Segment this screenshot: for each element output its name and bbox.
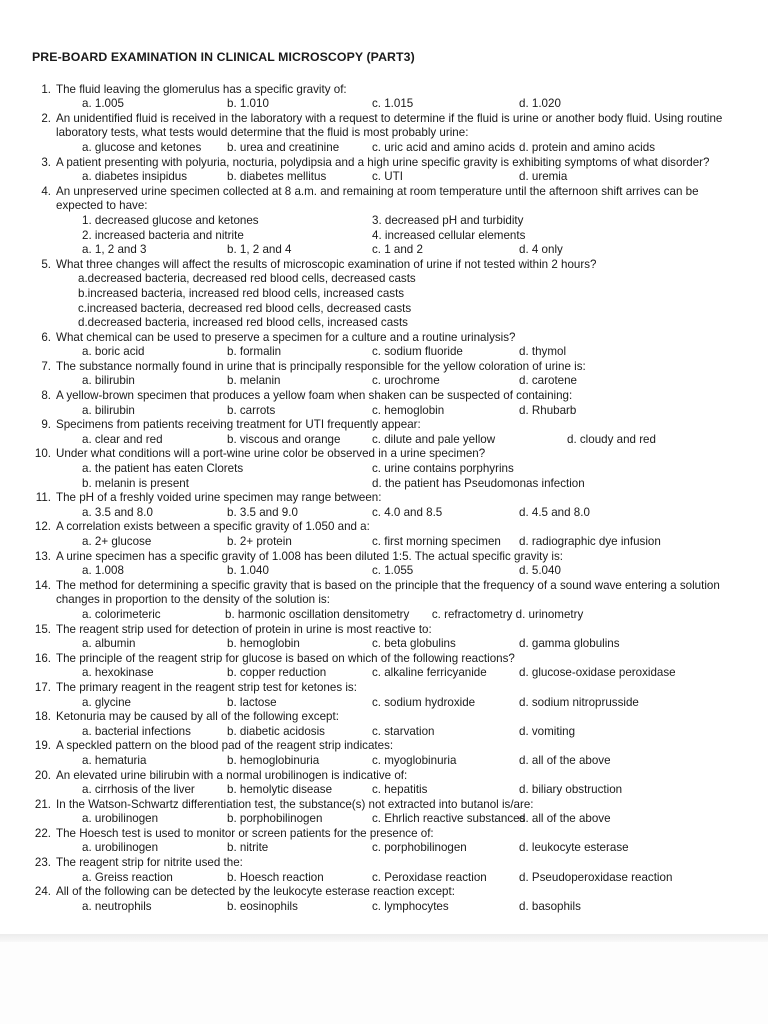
answer-option: d. cloudy and red xyxy=(567,432,656,446)
question-number: 3. xyxy=(41,155,51,169)
answer-option: a. the patient has eaten Clorets xyxy=(82,462,244,476)
answer-row xyxy=(56,170,742,185)
answer-option: c.increased bacteria, decreased red blood cells, decreased casts xyxy=(78,301,412,315)
question-number: 24. xyxy=(34,885,51,899)
answer-option: c. alkaline ferricyanide xyxy=(372,666,487,680)
answer-option: b. hemolytic disease xyxy=(227,783,333,797)
answer-option: c. starvation xyxy=(372,724,435,738)
question-item xyxy=(30,83,742,112)
answer-row xyxy=(56,345,742,360)
question-number: 22. xyxy=(34,826,51,840)
answer-option: b. 3.5 and 9.0 xyxy=(227,505,298,519)
question-text: A correlation exists between a specific gravity of 1.050 and a: xyxy=(56,520,370,534)
answer-option: d. Rhubarb xyxy=(519,403,577,417)
answer-option: d. vomiting xyxy=(519,724,576,738)
answer-option: 4. increased cellular elements xyxy=(372,228,526,242)
answer-row xyxy=(56,666,742,681)
answer-row xyxy=(56,272,742,287)
answer-row xyxy=(56,535,742,550)
answer-row xyxy=(56,404,742,419)
answer-option: c. dilute and pale yellow xyxy=(372,432,496,446)
answer-option: d. 4.5 and 8.0 xyxy=(519,505,590,519)
answer-option: b. melanin is present xyxy=(82,476,189,490)
answer-option: c. hemoglobin xyxy=(372,403,445,417)
question-number: 19. xyxy=(34,739,51,753)
answer-row xyxy=(56,374,742,389)
answer-options-line: a. colorimeteric b. harmonic oscillation densitometry c. refractometry d. urinometry xyxy=(82,607,584,621)
question-item xyxy=(30,447,742,491)
question-item xyxy=(30,258,742,331)
question-number: 11. xyxy=(35,491,51,505)
answer-option: b. eosinophils xyxy=(227,899,298,913)
question-item xyxy=(30,652,742,681)
answer-option: a. 1.005 xyxy=(82,97,124,111)
question-text: Under what conditions will a port-wine urine color be observed in a urine specimen? xyxy=(56,447,486,461)
question-number: 21. xyxy=(34,797,51,811)
answer-option: d. protein and amino acids xyxy=(519,140,655,154)
answer-row xyxy=(56,243,742,258)
answer-row xyxy=(56,229,742,244)
answer-option: a. cirrhosis of the liver xyxy=(82,783,195,797)
question-number: 5. xyxy=(41,257,51,271)
answer-option: 2. increased bacteria and nitrite xyxy=(82,228,244,242)
question-text: Ketonuria may be caused by all of the following except: xyxy=(56,710,339,724)
answer-option: b. urea and creatinine xyxy=(227,140,340,154)
answer-option: a. albumin xyxy=(82,637,136,651)
answer-option: 3. decreased pH and turbidity xyxy=(372,213,524,227)
answer-option: a. urobilinogen xyxy=(82,841,159,855)
answer-option: a. urobilinogen xyxy=(82,812,159,826)
question-text: The Hoesch test is used to monitor or screen patients for the presence of: xyxy=(56,826,434,840)
question-text: What chemical can be used to preserve a specimen for a culture and a routine urinalysis? xyxy=(56,330,516,344)
answer-option: d. Pseudoperoxidase reaction xyxy=(519,870,673,884)
answer-row xyxy=(56,900,742,915)
answer-option: c. uric acid and amino acids xyxy=(372,140,516,154)
answer-row xyxy=(56,871,742,886)
answer-option: d. uremia xyxy=(519,170,568,184)
answer-option: d.decreased bacteria, increased red blood cells, increased casts xyxy=(78,316,408,330)
answer-row xyxy=(56,754,742,769)
question-item xyxy=(30,550,742,579)
answer-option: a. 1.008 xyxy=(82,564,124,578)
answer-option: c. Peroxidase reaction xyxy=(372,870,487,884)
answer-option: b. viscous and orange xyxy=(227,432,341,446)
answer-option: d. 5.040 xyxy=(519,564,561,578)
answer-option: b. carrots xyxy=(227,403,276,417)
answer-option: c. 1 and 2 xyxy=(372,243,423,257)
exam-title: PRE-BOARD EXAMINATION IN CLINICAL MICROSCOPY (PART3) xyxy=(32,50,415,64)
question-number: 2. xyxy=(41,111,51,125)
answer-row xyxy=(56,812,742,827)
question-item xyxy=(30,710,742,739)
answer-option: b. lactose xyxy=(227,695,277,709)
answer-option: a. bilirubin xyxy=(82,403,135,417)
answer-option: b. porphobilinogen xyxy=(227,812,323,826)
question-text: An unidentified fluid is received in the laboratory with a request to determine if the fluid is urine or another body fluid. Using routine laboratory tests, what tests would determine that the fluid is most probably urine: xyxy=(56,111,723,140)
answer-option: a.decreased bacteria, decreased red blood cells, decreased casts xyxy=(78,272,416,286)
answer-option: c. sodium hydroxide xyxy=(372,695,476,709)
answer-option: c. myoglobinuria xyxy=(372,753,457,767)
question-item xyxy=(30,112,742,156)
answer-option: b. 1, 2 and 4 xyxy=(227,243,292,257)
answer-row xyxy=(56,696,742,711)
question-item xyxy=(30,520,742,549)
question-list xyxy=(30,83,742,915)
question-item xyxy=(30,798,742,827)
question-text: A urine specimen has a specific gravity of 1.008 has been diluted 1:5. The actual specific gravity is: xyxy=(56,549,563,563)
answer-row xyxy=(56,141,742,156)
question-text: An unpreserved urine specimen collected at 8 a.m. and remaining at room temperature until the afternoon shift arrives can be expected to have: xyxy=(56,184,699,213)
answer-option: d. gamma globulins xyxy=(519,637,620,651)
answer-option: d. carotene xyxy=(519,374,578,388)
question-text: The principle of the reagent strip for glucose is based on which of the following reactions? xyxy=(56,651,515,665)
answer-option: b. 1.010 xyxy=(227,97,269,111)
answer-option: a. neutrophils xyxy=(82,899,152,913)
question-text: A yellow-brown specimen that produces a yellow foam when shaken can be suspected of containing: xyxy=(56,389,573,403)
answer-row xyxy=(56,564,742,579)
answer-option: a. clear and red xyxy=(82,432,163,446)
answer-row xyxy=(56,97,742,112)
answer-row xyxy=(56,783,742,798)
answer-option: b. hemoglobinuria xyxy=(227,753,320,767)
answer-option: a. bilirubin xyxy=(82,374,135,388)
question-number: 13. xyxy=(34,549,51,563)
answer-option: d. all of the above xyxy=(519,753,611,767)
answer-row xyxy=(56,637,742,652)
answer-option: b. Hoesch reaction xyxy=(227,870,324,884)
answer-option: c. sodium fluoride xyxy=(372,345,463,359)
answer-option: d. thymol xyxy=(519,345,567,359)
answer-option: c. 1.055 xyxy=(372,564,414,578)
question-number: 17. xyxy=(34,680,51,694)
exam-content xyxy=(30,50,742,914)
answer-row xyxy=(56,477,742,492)
answer-option: d. leukocyte esterase xyxy=(519,841,629,855)
answer-row xyxy=(56,725,742,740)
question-text: The primary reagent in the reagent strip test for ketones is: xyxy=(56,680,357,694)
question-text: The reagent strip for nitrite used the: xyxy=(56,856,243,870)
answer-option: d. basophils xyxy=(519,899,581,913)
question-text: The fluid leaving the glomerulus has a specific gravity of: xyxy=(56,82,347,96)
question-item xyxy=(30,331,742,360)
question-number: 12. xyxy=(34,520,51,534)
question-text: Specimens from patients receiving treatment for UTI frequently appear: xyxy=(56,418,421,432)
question-number: 1. xyxy=(41,82,51,96)
question-item xyxy=(30,156,742,185)
question-text: What three changes will affect the results of microscopic examination of urine if not tested within 2 hours? xyxy=(56,257,597,271)
answer-option: a. diabetes insipidus xyxy=(82,170,188,184)
question-number: 23. xyxy=(34,856,51,870)
answer-option: a. hematuria xyxy=(82,753,147,767)
question-number: 9. xyxy=(41,418,51,432)
question-item xyxy=(30,491,742,520)
answer-option: d. 4 only xyxy=(519,243,563,257)
answer-option: c. first morning specimen xyxy=(372,535,501,548)
question-text: A patient presenting with polyuria, nocturia, polydipsia and a high urine specific gravity is exhibiting symptoms of what disorder? xyxy=(56,155,710,169)
answer-option: a. 1, 2 and 3 xyxy=(82,243,147,257)
answer-option: b. diabetic acidosis xyxy=(227,724,325,738)
answer-option: c. urochrome xyxy=(372,374,440,388)
question-item xyxy=(30,769,742,798)
answer-option: d. sodium nitroprusside xyxy=(519,695,639,709)
answer-row xyxy=(56,841,742,856)
question-text: The reagent strip used for detection of protein in urine is most reactive to: xyxy=(56,622,432,636)
answer-option: c. 1.015 xyxy=(372,97,414,111)
question-number: 6. xyxy=(41,330,51,344)
question-item xyxy=(30,418,742,447)
answer-option: c. urine contains porphyrins xyxy=(372,462,514,476)
answer-row xyxy=(56,302,742,317)
answer-option: a. 3.5 and 8.0 xyxy=(82,505,153,519)
question-text: In the Watson-Schwartz differentiation test, the substance(s) not extracted into butanol is/are: xyxy=(56,797,534,811)
answer-option: b. nitrite xyxy=(227,841,269,855)
question-number: 8. xyxy=(41,389,51,403)
question-item xyxy=(30,885,742,914)
question-item xyxy=(30,681,742,710)
answer-option: c. hepatitis xyxy=(372,783,428,797)
answer-option: c. porphobilinogen xyxy=(372,841,467,855)
answer-option: d. 1.020 xyxy=(519,97,561,111)
answer-option: d. glucose-oxidase peroxidase xyxy=(519,666,676,680)
answer-option: b. diabetes mellitus xyxy=(227,170,327,184)
question-number: 4. xyxy=(41,184,51,198)
question-number: 10. xyxy=(34,447,51,461)
question-item xyxy=(30,360,742,389)
answer-row xyxy=(56,214,742,229)
question-item xyxy=(30,623,742,652)
answer-option: a. 2+ glucose xyxy=(82,535,152,548)
question-item xyxy=(30,856,742,885)
question-item xyxy=(30,389,742,418)
answer-option: c. lymphocytes xyxy=(372,899,449,913)
answer-option: b. copper reduction xyxy=(227,666,327,680)
answer-option: b. hemoglobin xyxy=(227,637,300,651)
question-text: The pH of a freshly voided urine specimen may range between: xyxy=(56,491,382,505)
question-text: An elevated urine bilirubin with a normal urobilinogen is indicative of: xyxy=(56,768,408,782)
question-item xyxy=(30,739,742,768)
answer-row xyxy=(56,316,742,331)
question-text: The substance normally found in urine that is principally responsible for the yellow coloration of urine is: xyxy=(56,359,586,373)
question-item xyxy=(30,185,742,258)
answer-option: b. melanin xyxy=(227,374,281,388)
answer-option: a. bacterial infections xyxy=(82,724,191,738)
question-text: A speckled pattern on the blood pad of the reagent strip indicates: xyxy=(56,739,394,753)
question-item xyxy=(30,827,742,856)
answer-row xyxy=(56,462,742,477)
answer-option: a. hexokinase xyxy=(82,666,154,680)
answer-option: d. radiographic dye infusion xyxy=(519,535,661,548)
answer-option: a. Greiss reaction xyxy=(82,870,173,884)
question-number: 7. xyxy=(41,359,51,373)
answer-option: d. the patient has Pseudomonas infection xyxy=(372,476,585,490)
question-number: 20. xyxy=(34,768,51,782)
question-number: 15. xyxy=(34,622,51,636)
answer-row xyxy=(56,608,742,623)
answer-option: c. 4.0 and 8.5 xyxy=(372,505,443,519)
question-text: All of the following can be detected by the leukocyte esterase reaction except: xyxy=(56,885,455,899)
question-number: 16. xyxy=(34,651,51,665)
answer-option: c. beta globulins xyxy=(372,637,456,651)
question-number: 18. xyxy=(34,710,51,724)
answer-option: 1. decreased glucose and ketones xyxy=(82,213,259,227)
answer-option: a. glycine xyxy=(82,695,131,709)
answer-option: c. Ehrlich reactive substances xyxy=(372,812,526,826)
answer-option: b.increased bacteria, increased red blood cells, increased casts xyxy=(78,286,405,300)
answer-row xyxy=(56,433,742,448)
question-number: 14. xyxy=(34,578,51,592)
answer-option: c. UTI xyxy=(372,170,403,184)
answer-option: a. boric acid xyxy=(82,345,145,359)
answer-option: d. all of the above xyxy=(519,812,611,826)
answer-option: b. 1.040 xyxy=(227,564,269,578)
answer-row xyxy=(56,287,742,302)
answer-option: d. biliary obstruction xyxy=(519,783,623,797)
answer-option: a. glucose and ketones xyxy=(82,140,202,154)
answer-option: b. 2+ protein xyxy=(227,535,292,548)
page-fold-shadow xyxy=(0,934,768,942)
question-text: The method for determining a specific gravity that is based on the principle that the frequency of a sound wave entering a solution changes in proportion to the density of the solution is: xyxy=(56,578,720,607)
answer-row xyxy=(56,506,742,521)
question-item xyxy=(30,579,742,623)
answer-option: b. formalin xyxy=(227,345,282,359)
